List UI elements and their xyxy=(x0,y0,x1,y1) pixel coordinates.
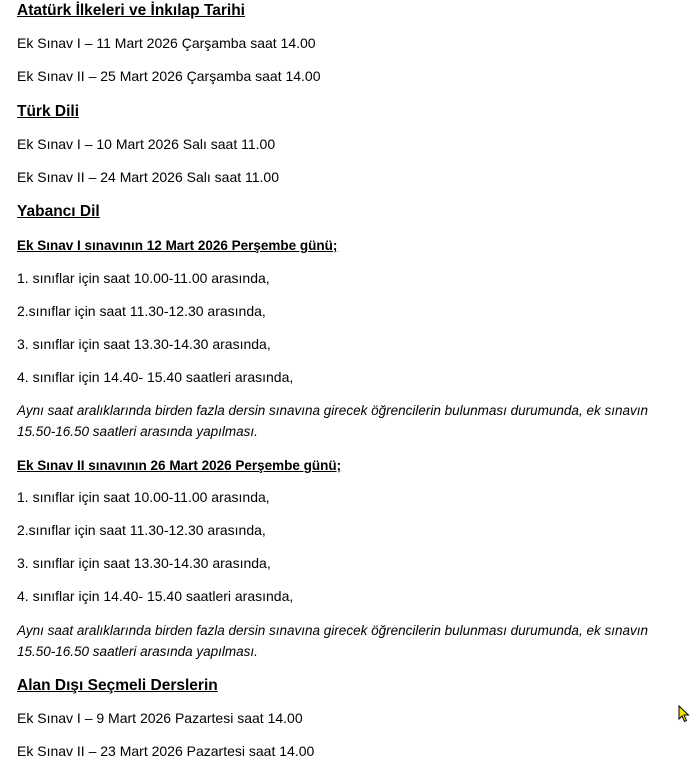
yabanci-dil-exam1-heading: Ek Sınav I sınavının 12 Mart 2026 Perşembe günü; xyxy=(17,238,338,253)
ataturk-exam-1: Ek Sınav I – 11 Mart 2026 Çarşamba saat 14.00 xyxy=(17,35,316,51)
exam2-class-1: 1. sınıflar için saat 10.00-11.00 arasında, xyxy=(17,489,270,505)
mouse-pointer-icon xyxy=(678,705,690,723)
section-title-ataturk: Atatürk İlkeleri ve İnkılap Tarihi xyxy=(17,2,245,19)
exam2-note: Aynı saat aralıklarında birden fazla dersin sınavına girecek öğrencilerin bulunması durumunda, ek sınavın 15.50-16.50 saatleri arasında yapılması. xyxy=(17,623,648,659)
exam1-class-1: 1. sınıflar için saat 10.00-11.00 arasında, xyxy=(17,270,270,286)
exam2-class-4: 4. sınıflar için 14.40- 15.40 saatleri arasında, xyxy=(17,588,294,604)
alan-disi-exam-2: Ek Sınav II – 23 Mart 2026 Pazartesi saat 14.00 xyxy=(17,743,315,759)
exam1-class-2: 2.sınıflar için saat 11.30-12.30 arasında, xyxy=(17,303,266,319)
exam1-note: Aynı saat aralıklarında birden fazla dersin sınavına girecek öğrencilerin bulunması durumunda, ek sınavın 15.50-16.50 saatleri arasında yapılması. xyxy=(17,403,648,439)
ataturk-exam-2: Ek Sınav II – 25 Mart 2026 Çarşamba saat 14.00 xyxy=(17,68,321,84)
section-title-yabanci-dil: Yabancı Dil xyxy=(17,203,100,220)
exam1-class-3: 3. sınıflar için saat 13.30-14.30 arasında, xyxy=(17,336,271,352)
exam2-class-3: 3. sınıflar için saat 13.30-14.30 arasında, xyxy=(17,555,271,571)
alan-disi-exam-1: Ek Sınav I – 9 Mart 2026 Pazartesi saat 14.00 xyxy=(17,710,303,726)
exam1-class-4: 4. sınıflar için 14.40- 15.40 saatleri arasında, xyxy=(17,369,294,385)
turk-dili-exam-1: Ek Sınav I – 10 Mart 2026 Salı saat 11.00 xyxy=(17,136,276,152)
yabanci-dil-exam2-heading: Ek Sınav II sınavının 26 Mart 2026 Perşembe günü; xyxy=(17,458,342,473)
exam2-class-2: 2.sınıflar için saat 11.30-12.30 arasında, xyxy=(17,522,266,538)
section-title-alan-disi: Alan Dışı Seçmeli Derslerin xyxy=(17,677,218,694)
section-title-turk-dili: Türk Dili xyxy=(17,103,80,120)
turk-dili-exam-2: Ek Sınav II – 24 Mart 2026 Salı saat 11.00 xyxy=(17,169,280,185)
